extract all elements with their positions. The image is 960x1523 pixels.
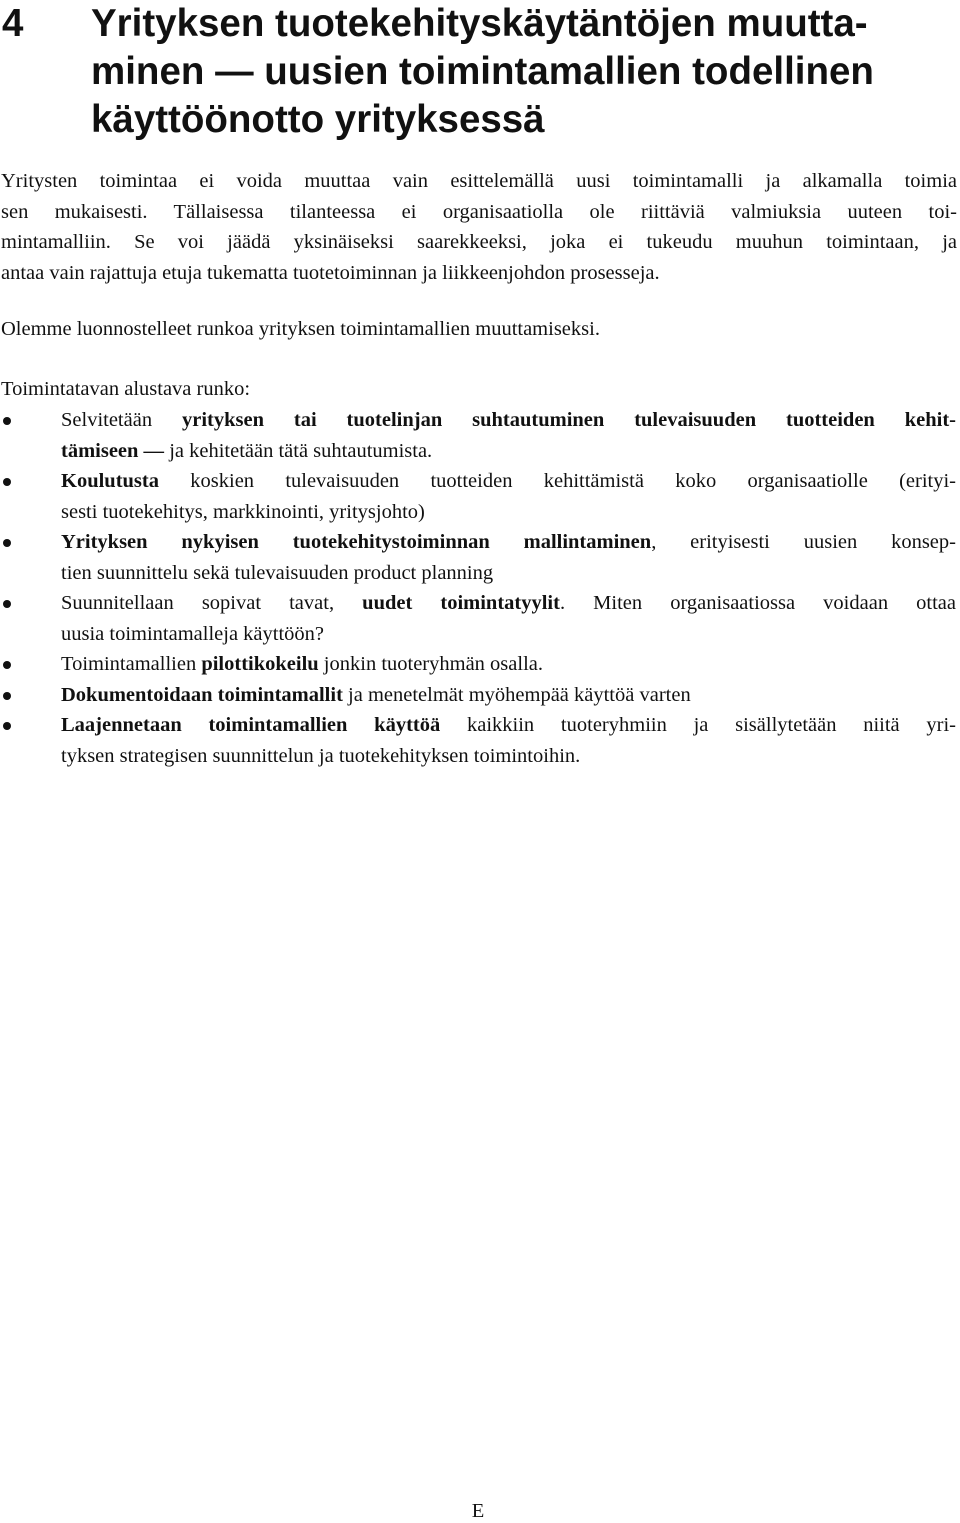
list-item: Toimintamallien pilottikokeilu jonkin tuoteryhmän osalla. bbox=[0, 649, 956, 680]
intro-paragraph bbox=[1, 166, 957, 288]
bullet-icon bbox=[3, 417, 11, 425]
list-item: Selvitetään yrityksen tai tuotelinjan suhtautuminen tulevaisuuden tuotteiden kehit- tämiseen — ja kehitetään tätä suhtautumista. bbox=[0, 405, 956, 466]
bullet-icon bbox=[3, 478, 11, 486]
list-item: Koulutusta koskien tulevaisuuden tuotteiden kehittämistä koko organisaatiolle (erityi- sesti tuotekehitys, markkinointi, yritysjohto) bbox=[0, 466, 956, 527]
bullet-icon bbox=[3, 539, 11, 547]
paragraph-line: antaa vain rajattuja etuja tukematta tuotetoiminnan ja liikkeenjohdon prosesseja. bbox=[1, 261, 660, 284]
section-number: 4 bbox=[2, 2, 24, 45]
list-item: Laajennetaan toimintamallien käyttöä kaikkiin tuoteryhmiin ja sisällytetään niitä yri- tyksen strategisen suunnittelun ja tuotekehityksen toimintoihin. bbox=[0, 710, 956, 771]
paragraph-line: Yritysten toimintaa ei voida muuttaa vain esittelemällä uusi toimintamalli ja alkamalla toimia bbox=[1, 170, 957, 192]
bullet-icon bbox=[3, 600, 11, 608]
page-footer-label: E bbox=[471, 1500, 485, 1522]
section-title-line: Yrityksen tuotekehityskäytäntöjen muutta- bbox=[91, 2, 868, 45]
outline-paragraph: Olemme luonnostelleet runkoa yrityksen toimintamallien muuttamiseksi. bbox=[1, 318, 600, 340]
bullet-list bbox=[0, 405, 960, 771]
bullet-icon bbox=[3, 661, 11, 669]
section-title bbox=[91, 0, 960, 144]
bullet-icon bbox=[3, 692, 11, 700]
list-item: Yrityksen nykyisen tuotekehitystoiminnan mallintaminen, erityisesti uusien konsep- tien suunnittelu sekä tulevaisuuden product planning bbox=[0, 527, 956, 588]
page-footer bbox=[0, 1499, 960, 1523]
list-item: Suunnitellaan sopivat tavat, uudet toimintatyylit. Miten organisaatiossa voidaan ottaa uusia toimintamalleja käyttöön? bbox=[0, 588, 956, 649]
list-intro: Toimintatavan alustava runko: bbox=[1, 378, 251, 400]
list-item: Dokumentoidaan toimintamallit ja menetelmät myöhempää käyttöä varten bbox=[0, 680, 956, 711]
paragraph-line: mintamalliin. Se voi jäädä yksinäiseksi saarekkeeksi, joka ei tukeudu muuhun toimintaan, ja bbox=[1, 231, 957, 253]
paragraph-line: sen mukaisesti. Tällaisessa tilanteessa ei organisaatiolla ole riittäviä valmiuksia uuteen toi- bbox=[1, 200, 957, 223]
section-title-line: käyttöönotto yrityksessä bbox=[91, 98, 545, 141]
section-title-line: minen — uusien toimintamallien todellinen bbox=[91, 50, 874, 93]
bullet-icon bbox=[3, 722, 11, 730]
